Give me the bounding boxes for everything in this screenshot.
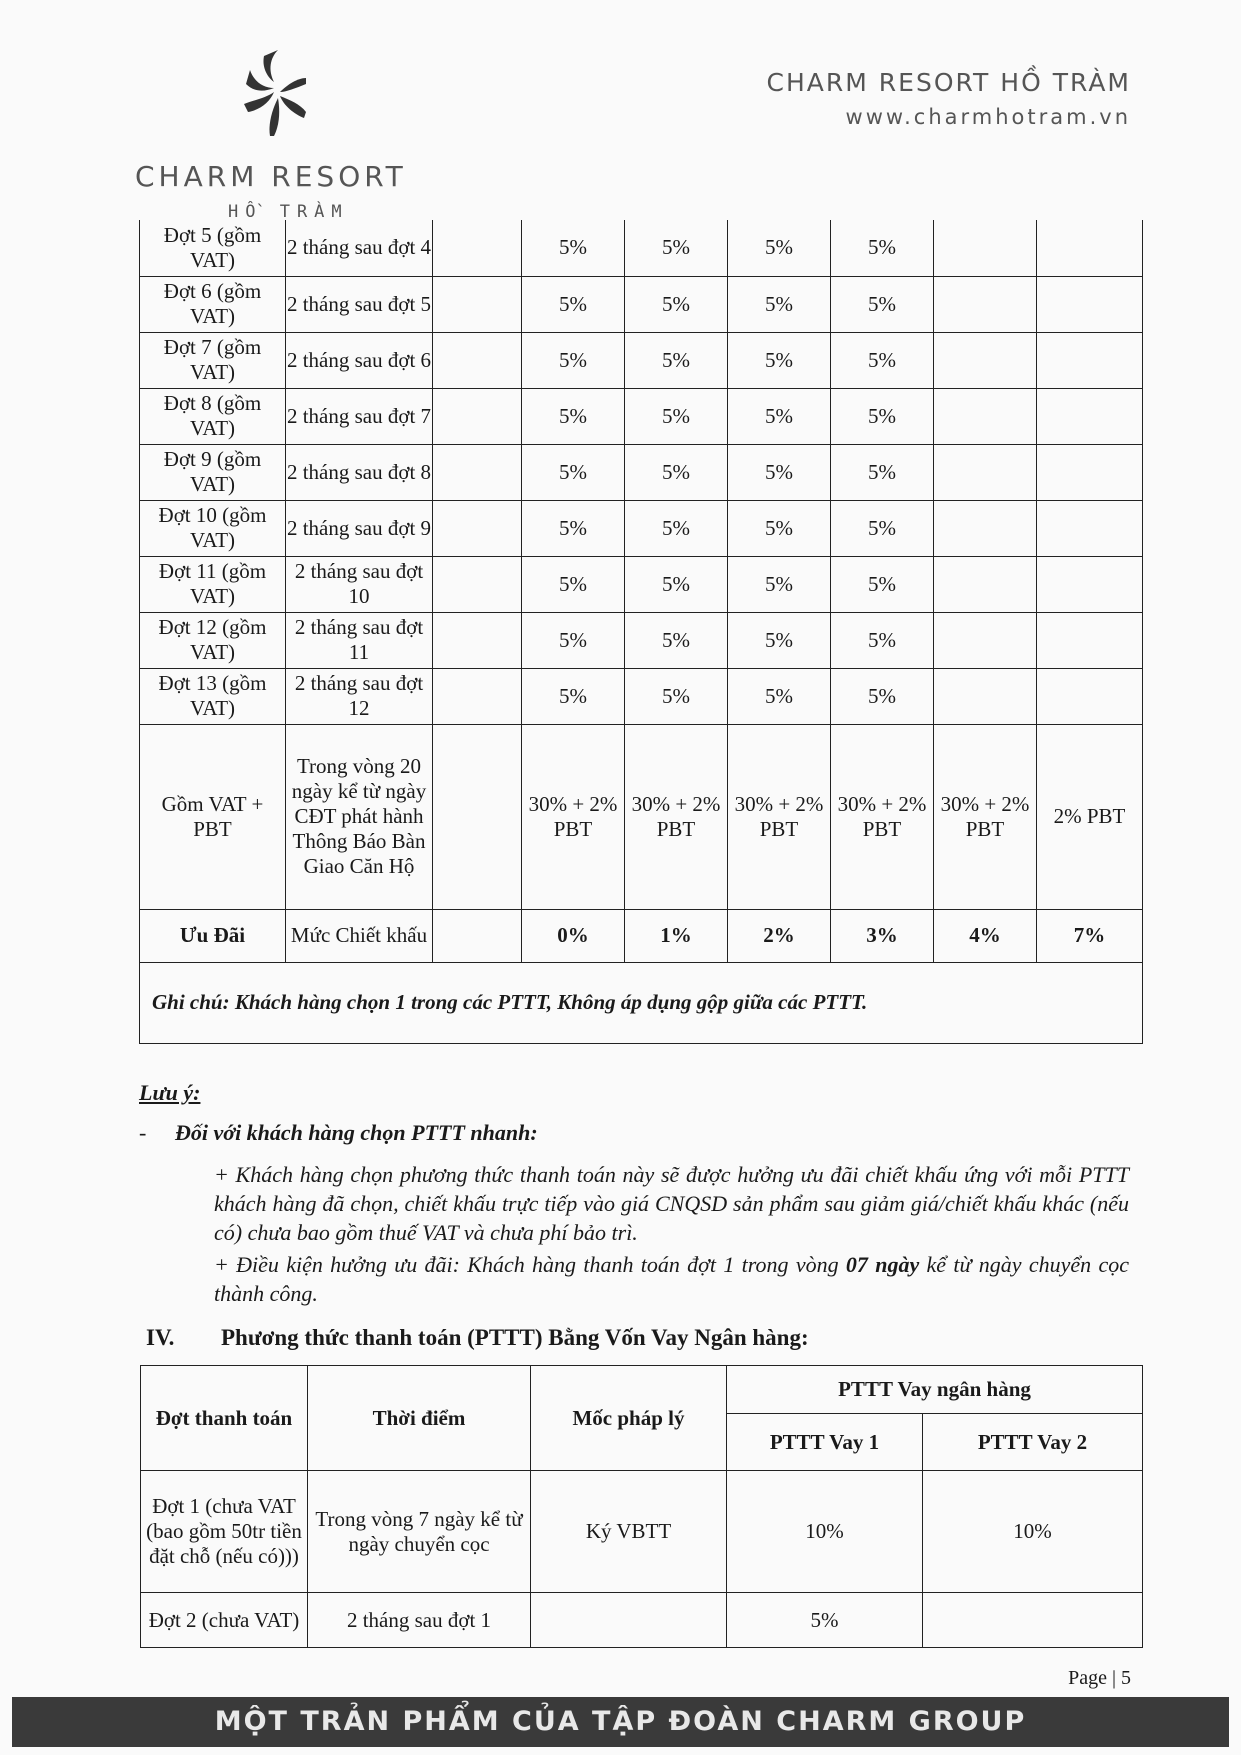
table-row <box>140 332 1143 388</box>
cell-value: 30% + 2% PBT <box>522 724 625 909</box>
cell-value <box>1037 332 1143 388</box>
cell-value: 5% <box>728 220 831 276</box>
cell-value <box>1037 444 1143 500</box>
cell-blank <box>433 276 522 332</box>
table-row <box>140 909 1143 962</box>
notes-section <box>139 1080 1129 1306</box>
header-vay2: PTTT Vay 2 <box>923 1414 1143 1471</box>
cell-dot: Đợt 10 (gồm VAT) <box>140 500 286 556</box>
notes-heading: Lưu ý: <box>139 1080 201 1105</box>
table-row <box>141 1593 1143 1648</box>
cell-blank <box>433 724 522 909</box>
cell-dot: Gồm VAT + PBT <box>140 724 286 909</box>
cell-value: 0% <box>522 909 625 962</box>
cell-blank <box>433 388 522 444</box>
cell-value: 2% <box>728 909 831 962</box>
cell-blank <box>433 332 522 388</box>
cell-value: 5% <box>831 500 934 556</box>
table-row <box>140 444 1143 500</box>
cell-vay2: 10% <box>923 1471 1143 1593</box>
cell-blank <box>433 556 522 612</box>
notes-item <box>139 1120 538 1146</box>
cell-value <box>1037 388 1143 444</box>
table-row <box>140 724 1143 909</box>
cell-value: 5% <box>831 388 934 444</box>
cell-blank <box>433 909 522 962</box>
section-title: Phương thức thanh toán (PTTT) Bằng Vốn Vay Ngân hàng: <box>221 1325 809 1350</box>
notes-paragraph-1: + Khách hàng chọn phương thức thanh toán này sẽ được hưởng ưu đãi chiết khấu ứng với mỗi PTTT khách hàng đã chọn, chiết khấu trực tiếp vào giá CNQSD sản phẩm sau giảm giá/chiết khấu khác (nếu có) chưa bao gồm thuế VAT và chưa phí bảo trì. <box>214 1162 1129 1245</box>
table-row <box>140 556 1143 612</box>
payment-schedule-table <box>139 220 1143 1044</box>
cell-vay2 <box>923 1593 1143 1648</box>
cell-value <box>934 332 1037 388</box>
logo-subtitle: HỒ TRÀM <box>228 202 349 222</box>
cell-thoidiem: 2 tháng sau đợt 6 <box>286 332 433 388</box>
cell-value: 5% <box>728 388 831 444</box>
cell-thoidiem: 2 tháng sau đợt 9 <box>286 500 433 556</box>
cell-value <box>934 668 1037 724</box>
cell-thoidiem: 2 tháng sau đợt 5 <box>286 276 433 332</box>
table-row <box>140 668 1143 724</box>
cell-thoidiem: 2 tháng sau đợt 4 <box>286 220 433 276</box>
logo <box>135 48 435 228</box>
cell-value: 3% <box>831 909 934 962</box>
section-number: IV. <box>146 1325 175 1350</box>
cell-dot: Đợt 8 (gồm VAT) <box>140 388 286 444</box>
cell-value: 5% <box>728 500 831 556</box>
cell-value <box>1037 220 1143 276</box>
cell-blank <box>433 220 522 276</box>
cell-value: 30% + 2% PBT <box>831 724 934 909</box>
cell-thoidiem: 2 tháng sau đợt 11 <box>286 612 433 668</box>
cell-value: 5% <box>728 668 831 724</box>
cell-value <box>1037 500 1143 556</box>
cell-value <box>1037 556 1143 612</box>
cell-value: 5% <box>831 612 934 668</box>
header-group: PTTT Vay ngân hàng <box>727 1366 1143 1414</box>
cell-thoidiem: 2 tháng sau đợt 7 <box>286 388 433 444</box>
cell-moc <box>531 1593 727 1648</box>
cell-thoidiem: 2 tháng sau đợt 10 <box>286 556 433 612</box>
cell-thoidiem: Mức Chiết khấu <box>286 909 433 962</box>
cell-value: 1% <box>625 909 728 962</box>
cell-value: 5% <box>522 612 625 668</box>
cell-value: 30% + 2% PBT <box>934 724 1037 909</box>
cell-value: 5% <box>831 276 934 332</box>
cell-dot: Ưu Đãi <box>140 909 286 962</box>
cell-thoidiem: 2 tháng sau đợt 1 <box>308 1593 531 1648</box>
footer-text: MỘT TRẢN PHẨM CỦA TẬP ĐOÀN CHARM GROUP <box>214 1706 1027 1737</box>
table-row <box>140 220 1143 276</box>
cell-value: 5% <box>522 332 625 388</box>
cell-value: 5% <box>625 276 728 332</box>
header-dot: Đợt thanh toán <box>141 1366 308 1471</box>
page-number: Page | 5 <box>1068 1667 1131 1689</box>
cell-value <box>1037 276 1143 332</box>
cell-vay1: 5% <box>727 1593 923 1648</box>
cell-value: 4% <box>934 909 1037 962</box>
notes-paragraph-2 <box>214 1250 1129 1308</box>
table-row <box>140 612 1143 668</box>
cell-dot: Đợt 7 (gồm VAT) <box>140 332 286 388</box>
cell-dot: Đợt 9 (gồm VAT) <box>140 444 286 500</box>
cell-value: 5% <box>831 220 934 276</box>
para2-end: kể từ ngày chuyển cọc thành công. <box>214 1252 1129 1306</box>
cell-value: 5% <box>625 556 728 612</box>
table-note: Ghi chú: Khách hàng chọn 1 trong các PTTT, Không áp dụng gộp giữa các PTTT. <box>140 962 1143 1043</box>
cell-value: 5% <box>728 612 831 668</box>
header-title: CHARM RESORT HỒ TRÀM <box>766 68 1131 97</box>
cell-value <box>1037 668 1143 724</box>
cell-value: 5% <box>522 220 625 276</box>
cell-value: 5% <box>831 556 934 612</box>
bank-loan-table <box>140 1365 1143 1648</box>
cell-moc: Ký VBTT <box>531 1471 727 1593</box>
cell-value: 5% <box>728 332 831 388</box>
cell-vay1: 10% <box>727 1471 923 1593</box>
cell-value: 5% <box>728 276 831 332</box>
cell-blank <box>433 612 522 668</box>
header-url: www.charmhotram.vn <box>845 105 1131 129</box>
cell-value <box>1037 612 1143 668</box>
cell-value: 2% PBT <box>1037 724 1143 909</box>
cell-value: 5% <box>625 388 728 444</box>
cell-value <box>934 444 1037 500</box>
header-moc: Mốc pháp lý <box>531 1366 727 1471</box>
table-row <box>141 1471 1143 1593</box>
cell-value: 5% <box>831 444 934 500</box>
cell-value: 5% <box>522 556 625 612</box>
cell-value: 5% <box>625 612 728 668</box>
para2-start: + Điều kiện hưởng ưu đãi: Khách hàng thanh toán đợt 1 trong vòng <box>214 1252 846 1277</box>
cell-value <box>934 220 1037 276</box>
cell-value: 5% <box>625 668 728 724</box>
cell-value: 5% <box>625 332 728 388</box>
cell-value: 5% <box>522 444 625 500</box>
table-row <box>140 276 1143 332</box>
charm-logo-icon <box>240 48 310 143</box>
header-right <box>767 68 1131 129</box>
para2-bold: 07 ngày <box>845 1252 920 1277</box>
list-dash: - <box>139 1120 147 1145</box>
cell-blank <box>433 444 522 500</box>
cell-value <box>934 612 1037 668</box>
cell-value: 5% <box>522 388 625 444</box>
notes-item-title: Đối với khách hàng chọn PTTT nhanh: <box>175 1120 538 1145</box>
header-thoidiem: Thời điểm <box>308 1366 531 1471</box>
cell-value: 5% <box>831 332 934 388</box>
cell-dot: Đợt 6 (gồm VAT) <box>140 276 286 332</box>
cell-dot: Đợt 11 (gồm VAT) <box>140 556 286 612</box>
cell-thoidiem: 2 tháng sau đợt 8 <box>286 444 433 500</box>
cell-value <box>934 556 1037 612</box>
cell-value <box>934 500 1037 556</box>
cell-value: 5% <box>728 444 831 500</box>
cell-thoidiem: 2 tháng sau đợt 12 <box>286 668 433 724</box>
cell-value <box>934 276 1037 332</box>
cell-dot: Đợt 1 (chưa VAT (bao gồm 50tr tiền đặt chỗ (nếu có))) <box>141 1471 308 1593</box>
cell-blank <box>433 668 522 724</box>
table-row <box>140 388 1143 444</box>
cell-value: 30% + 2% PBT <box>625 724 728 909</box>
logo-name: CHARM RESORT <box>135 160 407 193</box>
footer-bar <box>12 1697 1229 1747</box>
cell-value: 5% <box>728 556 831 612</box>
cell-thoidiem: Trong vòng 7 ngày kể từ ngày chuyển cọc <box>308 1471 531 1593</box>
cell-value <box>934 388 1037 444</box>
cell-blank <box>433 500 522 556</box>
cell-dot: Đợt 13 (gồm VAT) <box>140 668 286 724</box>
header-vay1: PTTT Vay 1 <box>727 1414 923 1471</box>
cell-thoidiem: Trong vòng 20 ngày kể từ ngày CĐT phát hành Thông Báo Bàn Giao Căn Hộ <box>286 724 433 909</box>
cell-value: 5% <box>522 668 625 724</box>
cell-value: 30% + 2% PBT <box>728 724 831 909</box>
cell-value: 5% <box>522 276 625 332</box>
cell-value: 5% <box>625 220 728 276</box>
section-heading <box>146 1325 809 1351</box>
cell-dot: Đợt 12 (gồm VAT) <box>140 612 286 668</box>
cell-value: 5% <box>831 668 934 724</box>
cell-value: 5% <box>625 444 728 500</box>
cell-dot: Đợt 2 (chưa VAT) <box>141 1593 308 1648</box>
cell-value: 5% <box>625 500 728 556</box>
cell-value: 7% <box>1037 909 1143 962</box>
table-row <box>140 500 1143 556</box>
cell-value: 5% <box>522 500 625 556</box>
cell-dot: Đợt 5 (gồm VAT) <box>140 220 286 276</box>
